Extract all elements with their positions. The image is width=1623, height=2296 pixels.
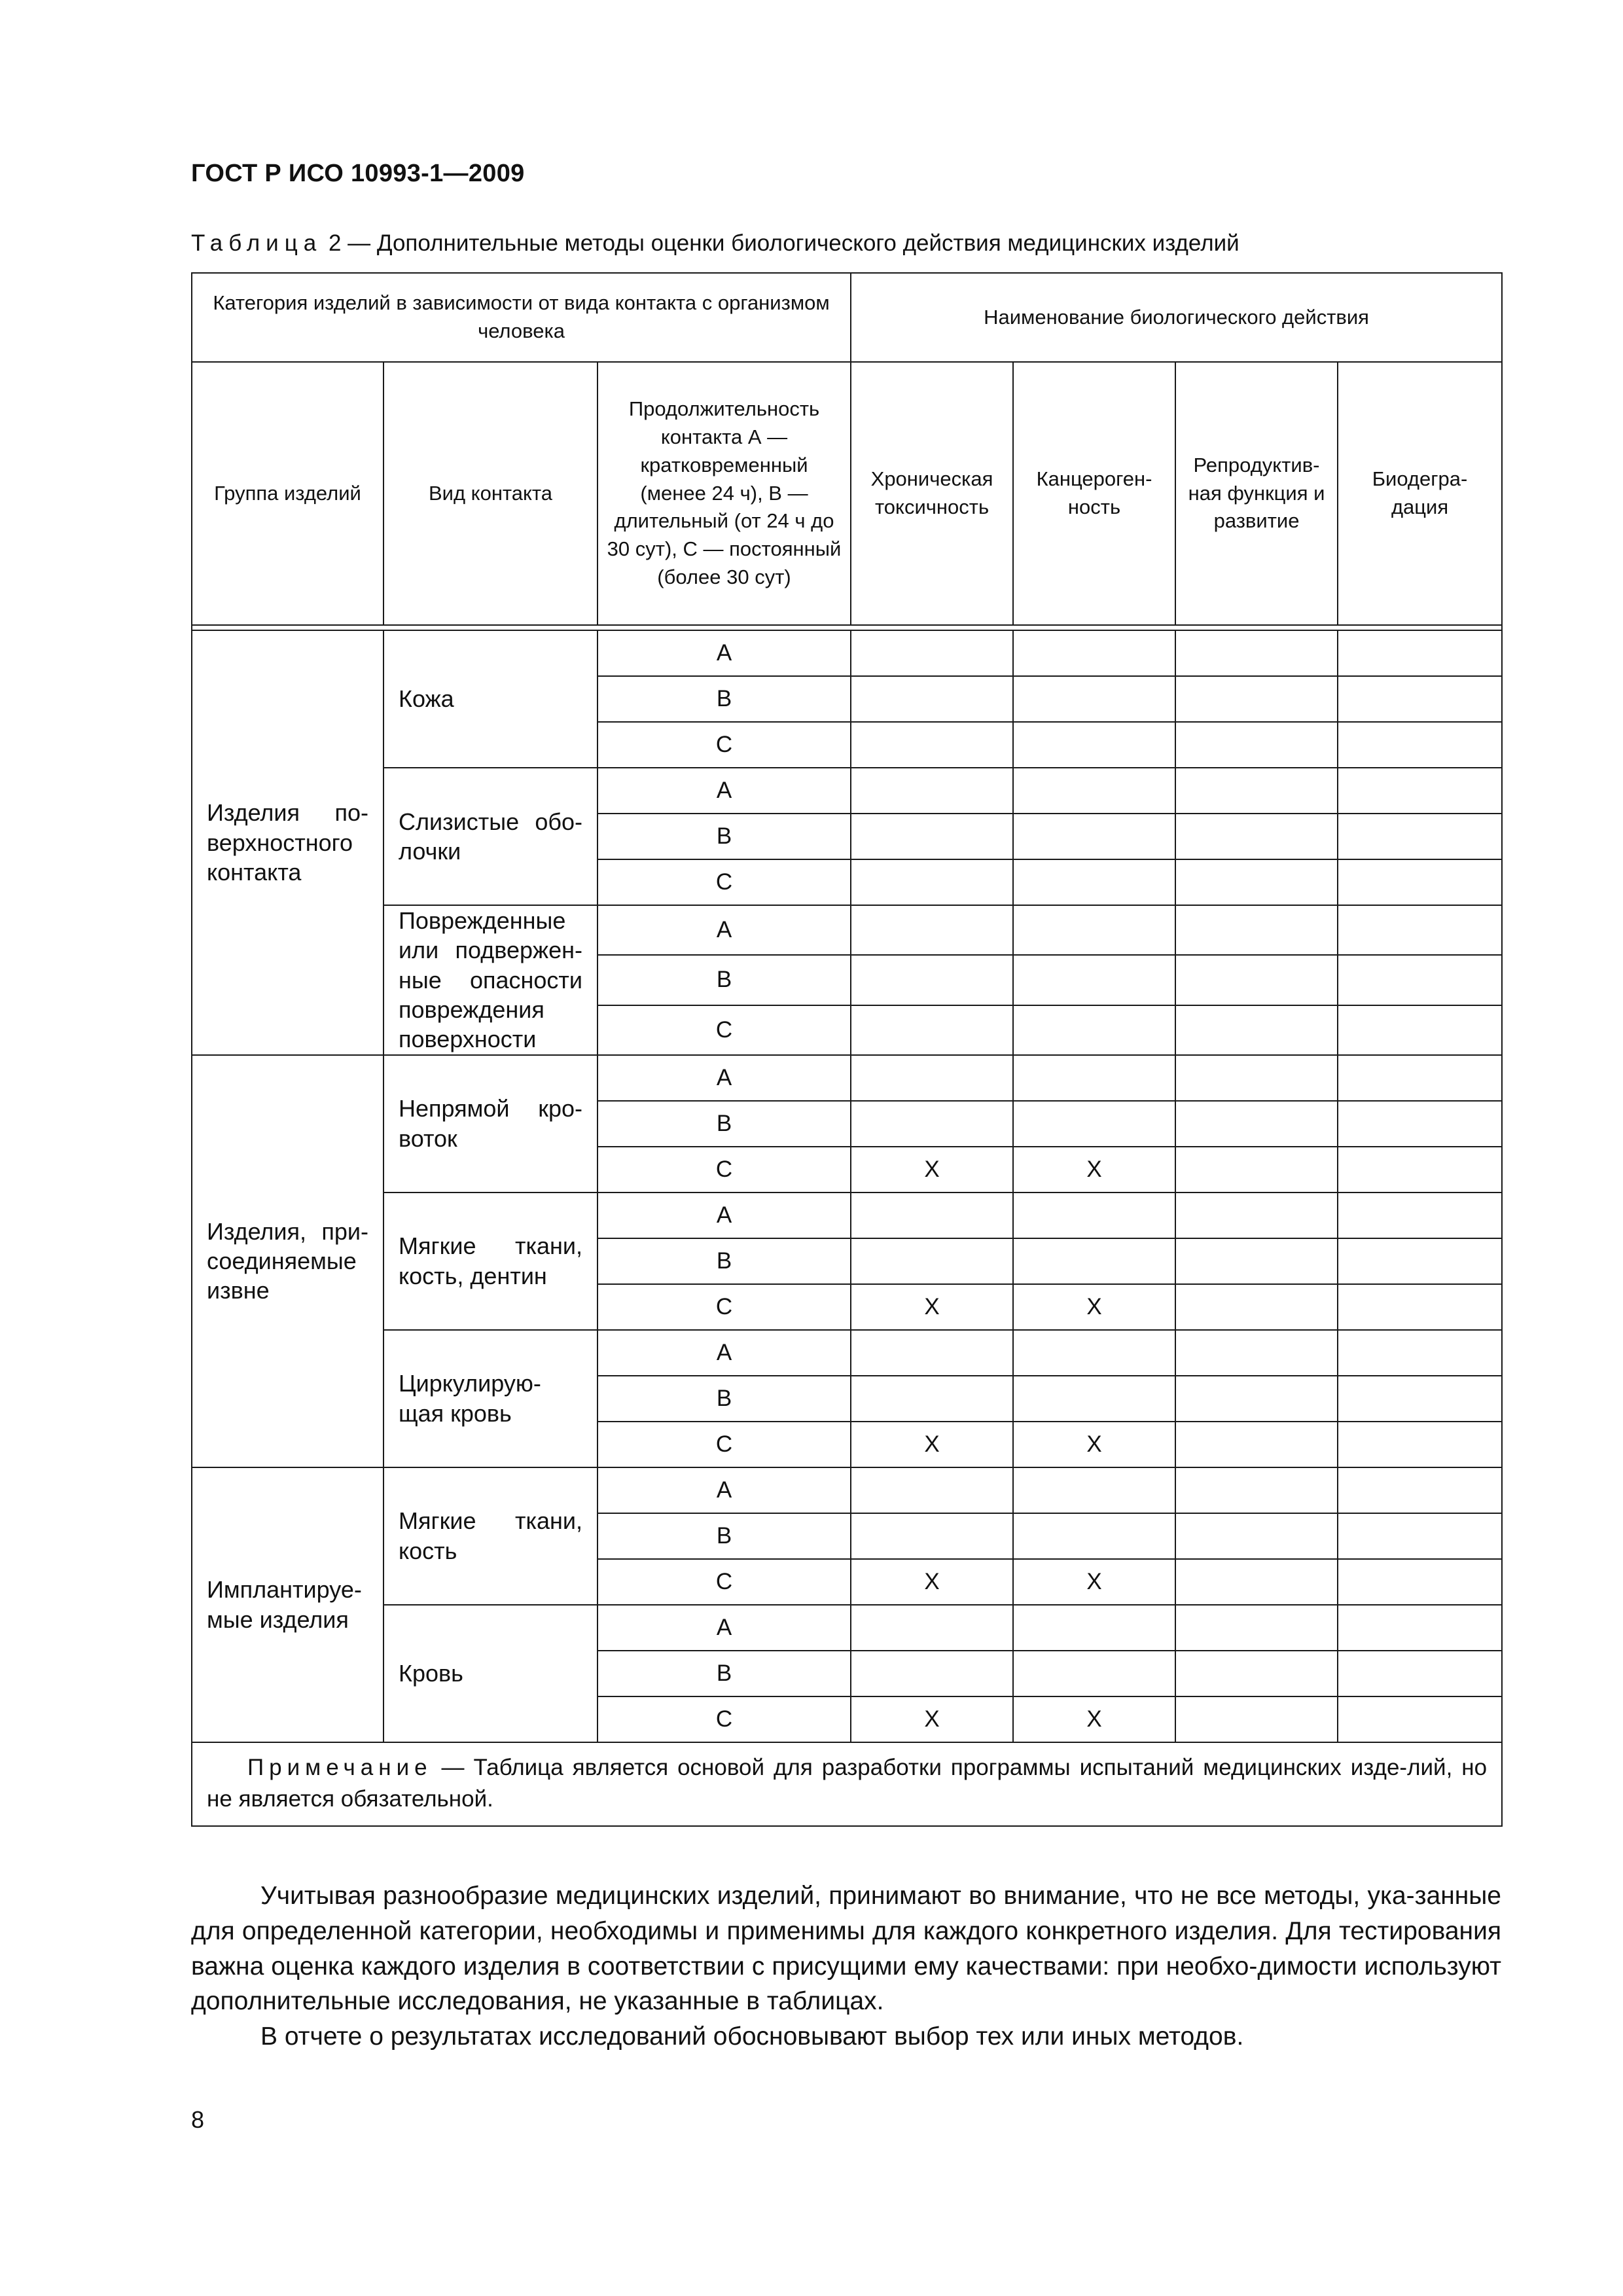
reproductive-cell: [1175, 1376, 1338, 1422]
page-number: 8: [191, 2106, 205, 2133]
reproductive-cell: [1175, 1238, 1338, 1284]
chronic-toxicity-cell: [851, 1605, 1013, 1651]
reproductive-cell: [1175, 955, 1338, 1005]
body-paragraph-1: Учитывая разнообразие медицинских изделий, принимают во внимание, что не все методы, ука-занные для определенной категории, необходимы и применимы для каждого конкретного изделия. Для тестирования важна оценка каждого изделия в соответствии с присущими ему качествами: при необхо-димости используют дополнительные исследования, не указанные в таблицах.: [191, 1882, 1501, 2016]
chronic-toxicity-cell: [851, 1651, 1013, 1696]
reproductive-cell: [1175, 1147, 1338, 1193]
biodegradation-cell: [1338, 905, 1502, 955]
biodegradation-cell: [1338, 768, 1502, 814]
duration-cell: С: [597, 1147, 851, 1193]
biodegradation-cell: [1338, 1147, 1502, 1193]
biodegradation-cell: [1338, 1422, 1502, 1467]
table-row: [192, 1055, 1502, 1101]
duration-cell: С: [597, 1696, 851, 1742]
carcinogenicity-cell: [1013, 859, 1175, 905]
reproductive-cell: [1175, 1605, 1338, 1651]
duration-cell: В: [597, 1651, 851, 1696]
duration-cell: В: [597, 1101, 851, 1147]
group-cell: Изделия по-верхностного контакта: [192, 630, 383, 1055]
carcinogenicity-cell: [1013, 1238, 1175, 1284]
duration-cell: А: [597, 905, 851, 955]
reproductive-cell: [1175, 1422, 1338, 1467]
reproductive-cell: [1175, 905, 1338, 955]
carcinogenicity-cell: [1013, 1055, 1175, 1101]
reproductive-cell: [1175, 1651, 1338, 1696]
chronic-toxicity-cell: Х: [851, 1147, 1013, 1193]
header-group: Группа изделий: [192, 362, 383, 625]
biodegradation-cell: [1338, 1055, 1502, 1101]
chronic-toxicity-cell: Х: [851, 1284, 1013, 1330]
chronic-toxicity-cell: [851, 1330, 1013, 1376]
biodegradation-cell: [1338, 630, 1502, 676]
duration-cell: В: [597, 1376, 851, 1422]
contact-type-cell: Слизистые обо-лочки: [383, 768, 597, 905]
chronic-toxicity-cell: [851, 955, 1013, 1005]
contact-type-cell: Кровь: [383, 1605, 597, 1742]
header-biodegradation: Биодегра-дация: [1338, 362, 1502, 625]
note-text: — Таблица является основой для разработки программы испытаний медицинских изде-лий, но не является обязательной.: [207, 1754, 1488, 1812]
carcinogenicity-cell: [1013, 1513, 1175, 1559]
note-row: [192, 1742, 1502, 1827]
duration-cell: В: [597, 955, 851, 1005]
body-paragraph-2: В отчете о результатах исследований обосновывают выбор тех или иных методов.: [260, 2022, 1244, 2051]
header-reproductive: Репродуктив-ная функция и развитие: [1175, 362, 1338, 625]
evaluation-table: [191, 272, 1503, 1827]
biodegradation-cell: [1338, 722, 1502, 768]
chronic-toxicity-cell: [851, 1467, 1013, 1513]
chronic-toxicity-cell: [851, 1193, 1013, 1238]
duration-cell: А: [597, 1055, 851, 1101]
duration-cell: В: [597, 1513, 851, 1559]
biodegradation-cell: [1338, 1513, 1502, 1559]
duration-cell: А: [597, 1193, 851, 1238]
table-caption-label: Таблица: [191, 230, 323, 256]
reproductive-cell: [1175, 859, 1338, 905]
duration-cell: А: [597, 630, 851, 676]
chronic-toxicity-cell: [851, 722, 1013, 768]
biodegradation-cell: [1338, 1651, 1502, 1696]
biodegradation-cell: [1338, 1467, 1502, 1513]
biodegradation-cell: [1338, 1238, 1502, 1284]
biodegradation-cell: [1338, 1559, 1502, 1605]
reproductive-cell: [1175, 1467, 1338, 1513]
carcinogenicity-cell: [1013, 722, 1175, 768]
duration-cell: А: [597, 1330, 851, 1376]
contact-type-cell: Непрямой кро-воток: [383, 1055, 597, 1193]
chronic-toxicity-cell: [851, 1513, 1013, 1559]
biodegradation-cell: [1338, 1376, 1502, 1422]
carcinogenicity-cell: [1013, 1193, 1175, 1238]
carcinogenicity-cell: Х: [1013, 1559, 1175, 1605]
table-header-row-2: [192, 362, 1502, 625]
chronic-toxicity-cell: Х: [851, 1696, 1013, 1742]
header-carcinogenicity: Канцероген-ность: [1013, 362, 1175, 625]
carcinogenicity-cell: [1013, 1605, 1175, 1651]
contact-type-cell: Мягкие ткани, кость, дентин: [383, 1193, 597, 1330]
carcinogenicity-cell: [1013, 1376, 1175, 1422]
header-separator-cell: [192, 625, 1502, 630]
chronic-toxicity-cell: Х: [851, 1559, 1013, 1605]
carcinogenicity-cell: Х: [1013, 1147, 1175, 1193]
reproductive-cell: [1175, 1696, 1338, 1742]
reproductive-cell: [1175, 814, 1338, 859]
duration-cell: А: [597, 768, 851, 814]
biodegradation-cell: [1338, 1101, 1502, 1147]
chronic-toxicity-cell: [851, 859, 1013, 905]
duration-cell: С: [597, 722, 851, 768]
carcinogenicity-cell: [1013, 676, 1175, 722]
table-row: [192, 1193, 1502, 1238]
header-separator: [192, 625, 1502, 630]
duration-cell: С: [597, 1005, 851, 1055]
table-caption: [191, 230, 1240, 257]
reproductive-cell: [1175, 1101, 1338, 1147]
reproductive-cell: [1175, 1330, 1338, 1376]
biodegradation-cell: [1338, 1605, 1502, 1651]
carcinogenicity-cell: [1013, 905, 1175, 955]
header-contact-type: Вид контакта: [383, 362, 597, 625]
header-chronic-toxicity: Хроническая токсичность: [851, 362, 1013, 625]
table-row: [192, 768, 1502, 814]
chronic-toxicity-cell: [851, 676, 1013, 722]
carcinogenicity-cell: Х: [1013, 1422, 1175, 1467]
chronic-toxicity-cell: [851, 905, 1013, 955]
reproductive-cell: [1175, 630, 1338, 676]
biodegradation-cell: [1338, 1193, 1502, 1238]
carcinogenicity-cell: [1013, 814, 1175, 859]
carcinogenicity-cell: [1013, 768, 1175, 814]
biodegradation-cell: [1338, 814, 1502, 859]
table-row: [192, 1467, 1502, 1513]
biodegradation-cell: [1338, 1284, 1502, 1330]
duration-cell: А: [597, 1605, 851, 1651]
header-duration: Продолжительность контакта А — кратковременный (менее 24 ч), В — длительный (от 24 ч до 30 сут), С — постоянный (более 30 сут): [597, 362, 851, 625]
duration-cell: А: [597, 1467, 851, 1513]
carcinogenicity-cell: Х: [1013, 1284, 1175, 1330]
carcinogenicity-cell: [1013, 630, 1175, 676]
chronic-toxicity-cell: [851, 1101, 1013, 1147]
reproductive-cell: [1175, 1005, 1338, 1055]
reproductive-cell: [1175, 676, 1338, 722]
carcinogenicity-cell: [1013, 1651, 1175, 1696]
table-row: [192, 630, 1502, 676]
note-label: Примечание: [247, 1754, 433, 1780]
body-text: [191, 1878, 1501, 2054]
table-note: [192, 1742, 1502, 1827]
chronic-toxicity-cell: Х: [851, 1422, 1013, 1467]
chronic-toxicity-cell: [851, 814, 1013, 859]
group-cell: Изделия, при-соединяемые извне: [192, 1055, 383, 1467]
table-row: [192, 1330, 1502, 1376]
reproductive-cell: [1175, 1559, 1338, 1605]
biodegradation-cell: [1338, 859, 1502, 905]
reproductive-cell: [1175, 768, 1338, 814]
chronic-toxicity-cell: [851, 1238, 1013, 1284]
duration-cell: С: [597, 1284, 851, 1330]
carcinogenicity-cell: [1013, 1101, 1175, 1147]
table-header-row-1: [192, 273, 1502, 362]
reproductive-cell: [1175, 1513, 1338, 1559]
standard-title: ГОСТ Р ИСО 10993-1—2009: [191, 160, 525, 187]
biodegradation-cell: [1338, 1330, 1502, 1376]
carcinogenicity-cell: Х: [1013, 1696, 1175, 1742]
chronic-toxicity-cell: [851, 1005, 1013, 1055]
duration-cell: С: [597, 1559, 851, 1605]
contact-type-cell: Кожа: [383, 630, 597, 768]
biodegradation-cell: [1338, 1005, 1502, 1055]
contact-type-cell: Циркулирую-щая кровь: [383, 1330, 597, 1467]
duration-cell: С: [597, 1422, 851, 1467]
reproductive-cell: [1175, 1193, 1338, 1238]
carcinogenicity-cell: [1013, 1330, 1175, 1376]
contact-type-cell: Поврежденные или подвержен-ные опасности повреждения поверхности: [383, 905, 597, 1055]
header-category: Категория изделий в зависимости от вида контакта с организмом человека: [192, 273, 851, 362]
table-caption-text: 2 — Дополнительные методы оценки биологического действия медицинских изделий: [322, 230, 1240, 256]
biodegradation-cell: [1338, 676, 1502, 722]
carcinogenicity-cell: [1013, 1005, 1175, 1055]
chronic-toxicity-cell: [851, 1055, 1013, 1101]
duration-cell: С: [597, 859, 851, 905]
duration-cell: В: [597, 814, 851, 859]
biodegradation-cell: [1338, 1696, 1502, 1742]
group-cell: Имплантируе-мые изделия: [192, 1467, 383, 1742]
duration-cell: В: [597, 676, 851, 722]
carcinogenicity-cell: [1013, 1467, 1175, 1513]
chronic-toxicity-cell: [851, 768, 1013, 814]
reproductive-cell: [1175, 722, 1338, 768]
table-row: [192, 1605, 1502, 1651]
chronic-toxicity-cell: [851, 630, 1013, 676]
contact-type-cell: Мягкие ткани, кость: [383, 1467, 597, 1605]
chronic-toxicity-cell: [851, 1376, 1013, 1422]
biodegradation-cell: [1338, 955, 1502, 1005]
table-row: [192, 905, 1502, 955]
header-effect: Наименование биологического действия: [851, 273, 1502, 362]
reproductive-cell: [1175, 1055, 1338, 1101]
reproductive-cell: [1175, 1284, 1338, 1330]
duration-cell: В: [597, 1238, 851, 1284]
carcinogenicity-cell: [1013, 955, 1175, 1005]
